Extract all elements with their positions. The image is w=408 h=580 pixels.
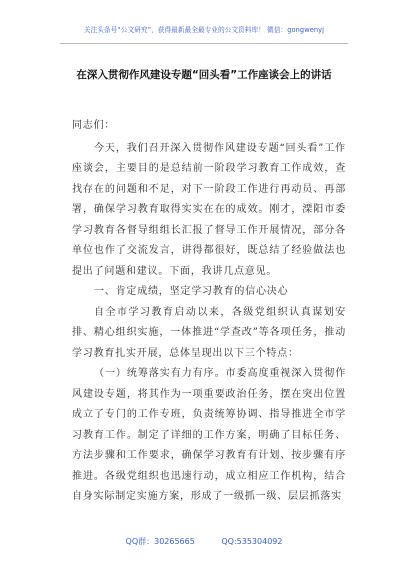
document-title: 在深入贯彻作风建设专题“回头看”工作座谈会上的讲话: [76, 69, 332, 81]
salutation: 同志们：: [72, 120, 116, 131]
paragraph-2: 自全市学习教育启动以来，各级党组织认真谋划安排、精心组织实施，一体推进“学查改”等各项任务，推动学习教育扎实开展，总体呈现出以下三个特点：: [72, 306, 346, 359]
footer-qq: QQ:535304092: [221, 537, 283, 546]
document-body: [72, 116, 346, 508]
section-heading-1: 一、肯定成绩，坚定学习教育的信心决心: [94, 286, 289, 297]
header-note: 关注头条号“公文研究”，获得最新最全最专业的公文资料库！ 微信：gongwenyj: [83, 26, 325, 34]
footer-contact: [0, 536, 408, 547]
footer-qq-group: QQ群：30265665: [125, 537, 195, 546]
paragraph-1: 今天，我们召开深入贯彻作风建设专题“回头看”工作座谈会，主要目的是总结前一阶段学习教育工作成效，查找存在的问题和不足，对下一阶段工作进行再动员、再部署，确保学习教育取得实实在在的成效。刚才，溧阳市委学习教育各督导组组长汇报了督导工作开展情况，部分各单位也作了交流发言，讲得都很好，既总结了经验做法也提出了问题和建议。下面，我讲几点意见。: [72, 142, 346, 277]
header-divider: [60, 43, 348, 44]
paragraph-3: （一）统筹落实有力有序。市委高度重视深入贯彻作风建设专题，将其作为一项重要政治任务，摆在突出位置成立了专门的工作专班，负责统筹协调、指导推进全市学习教育工作。制定了详细的工作方案，明确了目标任务、方法步骤和工作要求，确保学习教育有计划、按步骤有序推进。各级党组织也迅速行动，成立相应工作机构，结合自身实际制定实施方案，形成了一级抓一级、层层抓落实: [72, 368, 346, 502]
